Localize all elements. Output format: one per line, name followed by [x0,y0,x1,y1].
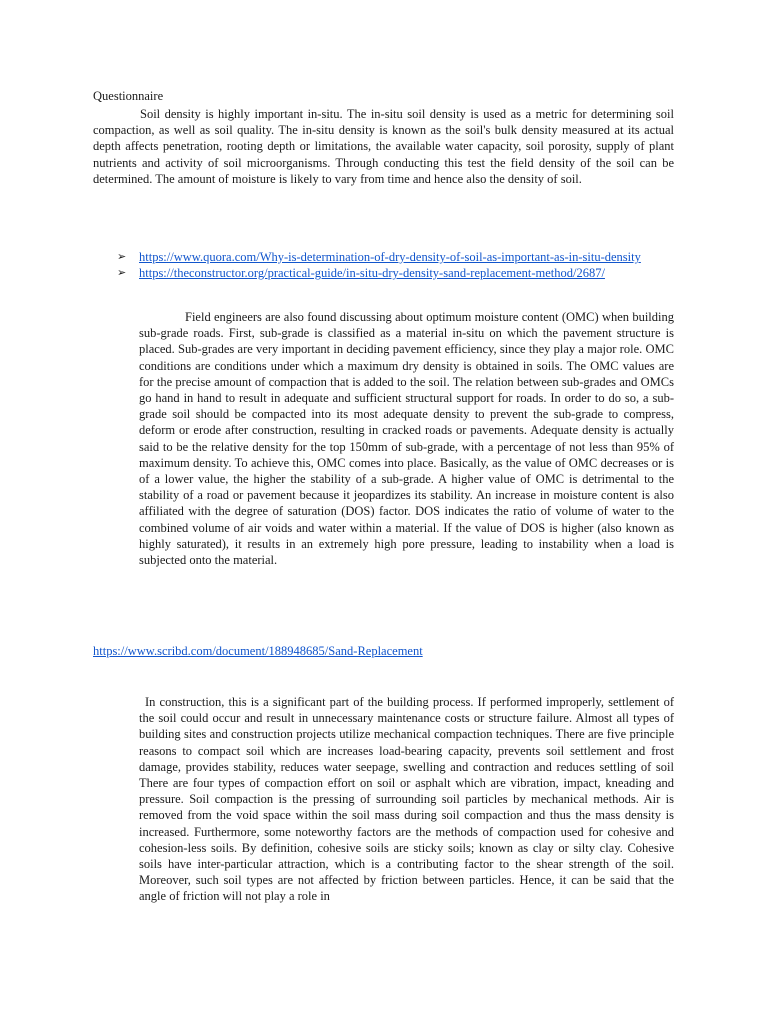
list-item [117,265,677,281]
reference-link-list [117,249,677,281]
paragraph-soil-density: Soil density is highly important in-situ. The in-situ soil density is used as a metric for determining soil compaction, as well as soil quality. The in-situ density is known as the soil's bulk density measured at its actual depth affects penetration, rooting depth or limitations, the available water capacity, soil porosity, supply of plant nutrients and activity of soil microorganisms. Through conducting this test the field density of the soil can be determined. The amount of moisture is likely to vary from time and hence also the density of soil. [93,107,674,186]
theconstructor-link[interactable]: https://theconstructor.org/practical-guide/in-situ-dry-density-sand-replacement-method/2687/ [139,266,605,281]
arrow-bullet-icon: ➢ [117,266,127,280]
quora-link[interactable]: https://www.quora.com/Why-is-determination-of-dry-density-of-soil-as-important-as-in-situ-density [139,250,641,264]
paragraph-omc: Field engineers are also found discussing about optimum moisture content (OMC) when building sub-grade roads. First, sub-grade is classified as a material in-situ on which the pavement structure is placed. Sub-grades are very important in deciding pavement efficiency, since they play a major role. OMC conditions are conditions under which a maximum dry density is obtained in soils. The OMC values are for the precise amount of compaction that is added to the soil. The relation between sub-grades and OMCs go hand in hand to result in adequate and sufficient structural support for roads. In order to do so, a sub-grade soil should be compacted into its most adequate density to prevent the sub-grade to compress, deform or erode after construction, resulting in cracked roads or pavements. Adequate density is actually said to be the relative density for the top 150mm of sub-grade, with a percentage of not less than 95% of maximum density. To achieve this, OMC comes into place. Basically, as the value of OMC decreases or is of a lower value, the higher the stability of a sub-grade. A higher value of OMC is detrimental to the stability of a road or pavement because it jeopardizes its stability. An increase in moisture content is also affiliated with the degree of saturation (DOS) factor. DOS indicates the ratio of volume of water to the combined volume of air voids and water within a material. If the value of DOS is higher (also known as highly saturated), it results in an extremely high pore pressure, leading to instability when a load is subjected onto the material. [139,310,674,568]
arrow-bullet-icon: ➢ [117,250,127,263]
document-heading: Questionnaire [93,89,164,103]
list-item [117,249,677,265]
scribd-link[interactable]: https://www.scribd.com/document/188948685/Sand-Replacement [93,644,423,658]
paragraph-compaction: In construction, this is a significant part of the building process. If performed improperly, settlement of the soil could occur and result in unnecessary maintenance costs or structure failure. Almost all types of building sites and construction projects utilize mechanical compaction techniques. There are five principle reasons to compact soil which are increases load-bearing capacity, prevents soil settlement and frost damage, provides stability, reduces water seepage, swelling and contraction and reduces settling of soil There are four types of compaction effort on soil or asphalt which are vibration, impact, kneading and pressure. Soil compaction is the pressing of surrounding soil particles by mechanical methods. Air is removed from the void space within the soil mass during soil compaction and thus the mass density is increased. Furthermore, some noteworthy factors are the methods of compaction used for cohesive and cohesion-less soils. By definition, cohesive soils are sticky soils; known as clay or silty clay. Cohesive soils have inter-particular attraction, which is a contributing factor to the shear strength of the soil. Moreover, such soil types are not affected by friction between particles. Hence, it can be said that the angle of friction will not play a role in [139,695,674,904]
scribd-link-line [93,643,423,659]
